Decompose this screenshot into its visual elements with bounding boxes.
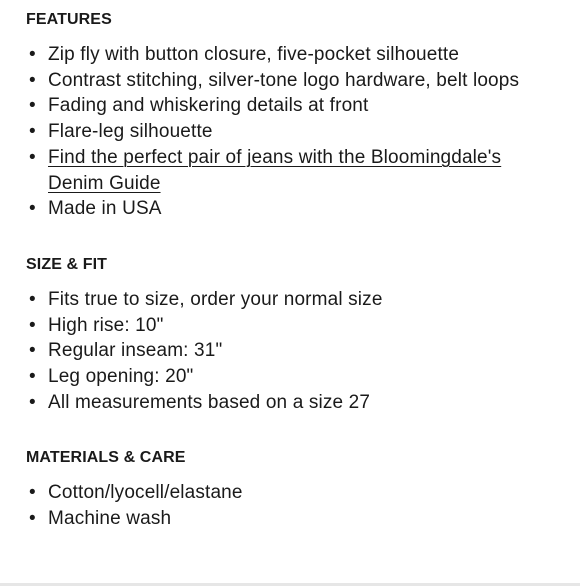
list-item-text: Contrast stitching, silver-tone logo hardware, belt loops xyxy=(48,69,520,91)
list-item xyxy=(26,196,550,222)
denim-guide-link[interactable]: Find the perfect pair of jeans with the Bloomingdale's Denim Guide xyxy=(48,146,502,194)
list-item-text: Flare-leg silhouette xyxy=(48,121,213,143)
list-item-text: Fading and whiskering details at front xyxy=(48,95,369,117)
list-item-text: Fits true to size, order your normal size xyxy=(48,288,383,310)
bullet-icon: • xyxy=(29,366,36,388)
list-item xyxy=(26,390,550,416)
section-spacer xyxy=(26,415,550,448)
bullet-icon: • xyxy=(29,95,36,117)
bullet-icon: • xyxy=(29,482,36,504)
materials-care-heading: MATERIALS & CARE xyxy=(26,449,186,467)
list-item xyxy=(26,287,550,313)
list-item-text: Regular inseam: 31" xyxy=(48,340,223,362)
section-spacer xyxy=(26,222,550,255)
size-fit-heading: SIZE & FIT xyxy=(26,255,107,273)
features-section xyxy=(26,10,550,222)
list-item-text: High rise: 10" xyxy=(48,314,164,336)
list-item xyxy=(26,145,550,196)
list-item xyxy=(26,506,550,532)
bullet-icon: • xyxy=(29,340,36,362)
bullet-icon: • xyxy=(29,69,36,91)
list-item-text: Cotton/lyocell/elastane xyxy=(48,482,243,504)
materials-care-list xyxy=(26,480,550,531)
list-item-text: Machine wash xyxy=(48,508,172,530)
bullet-icon: • xyxy=(29,288,36,310)
bullet-icon: • xyxy=(29,314,36,336)
bullet-icon: • xyxy=(29,121,36,143)
bullet-icon: • xyxy=(29,146,36,168)
list-item-text: Leg opening: 20" xyxy=(48,366,194,388)
bullet-icon: • xyxy=(29,508,36,530)
list-item xyxy=(26,42,550,68)
bullet-icon: • xyxy=(29,44,36,65)
materials-care-section xyxy=(26,448,550,531)
list-item xyxy=(26,119,550,145)
list-item-text: All measurements based on a size 27 xyxy=(48,391,371,413)
bullet-icon: • xyxy=(29,391,36,413)
bullet-icon: • xyxy=(29,198,36,220)
list-item xyxy=(26,480,550,506)
size-fit-section xyxy=(26,255,550,416)
size-fit-list xyxy=(26,287,550,416)
list-item-text: Made in USA xyxy=(48,198,162,220)
list-item xyxy=(26,313,550,339)
features-list xyxy=(26,42,550,222)
list-item xyxy=(26,68,550,94)
list-item xyxy=(26,364,550,390)
features-heading: FEATURES xyxy=(26,11,112,28)
list-item xyxy=(26,93,550,119)
list-item-text: Zip fly with button closure, five-pocket silhouette xyxy=(48,44,460,65)
list-item xyxy=(26,338,550,364)
